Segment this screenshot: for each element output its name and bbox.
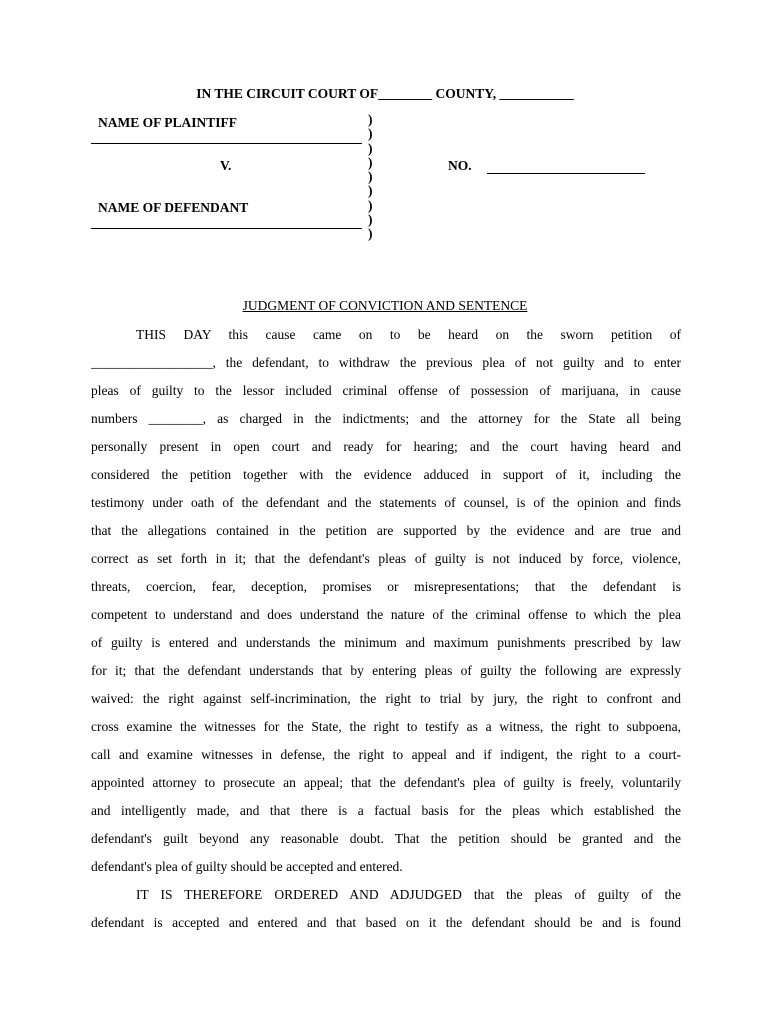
body-line: personally present in open court and ready for hearing; and the court having heard and	[91, 439, 681, 454]
body-line: defendant is accepted and entered and that based on it the defendant should be and is found	[91, 915, 681, 930]
paren: )	[368, 226, 373, 242]
court-heading: IN THE CIRCUIT COURT OF________ COUNTY, ___________	[196, 86, 574, 101]
body-line: THIS DAY this cause came on to be heard on the sworn petition of	[136, 327, 681, 342]
body-line: that the allegations contained in the petition are supported by the evidence and are true and	[91, 523, 681, 538]
body-line: of guilty is entered and understands the minimum and maximum punishments prescribed by law	[91, 635, 681, 650]
paren: )	[368, 197, 373, 213]
body-line: competent to understand and does understand the nature of the criminal offense to which the plea	[91, 607, 681, 622]
body-line: threats, coercion, fear, deception, promises or misrepresentations; that the defendant is	[91, 579, 681, 594]
document-body	[91, 326, 681, 942]
paren: )	[368, 183, 373, 199]
paren: )	[368, 126, 373, 142]
caption-parentheses	[368, 113, 373, 242]
body-line: for it; that the defendant understands that by entering pleas of guilty the following are expressly	[91, 663, 681, 678]
defendant-line	[91, 228, 362, 229]
defendant-label: NAME OF DEFENDANT	[98, 200, 249, 215]
body-line: call and examine witnesses in defense, the right to appeal and if indigent, the right to a court-	[91, 747, 681, 762]
body-line: defendant's guilt beyond any reasonable doubt. That the petition should be granted and the	[91, 831, 681, 846]
document-title	[0, 298, 770, 314]
body-line: correct as set forth in it; that the defendant's pleas of guilty is not induced by force, violence,	[91, 551, 681, 566]
document-title-text: JUDGMENT OF CONVICTION AND SENTENCE	[242, 298, 528, 313]
body-line: considered the petition together with the evidence adduced in support of it, including the	[91, 467, 681, 482]
paren: )	[368, 154, 373, 170]
body-line: cross examine the witnesses for the State, the right to testify as a witness, the right to subpoena,	[91, 719, 681, 734]
versus-label: V.	[220, 158, 232, 173]
body-line: __________________, the defendant, to withdraw the previous plea of not guilty and to enter	[91, 355, 681, 370]
paren: )	[368, 169, 373, 185]
body-line: defendant's plea of guilty should be accepted and entered.	[91, 859, 403, 874]
body-line: appointed attorney to prosecute an appeal; that the defendant's plea of guilty is freely, voluntarily	[91, 775, 681, 790]
body-line: IT IS THEREFORE ORDERED AND ADJUDGED that the pleas of guilty of the	[136, 887, 681, 902]
plaintiff-line	[91, 143, 362, 144]
case-number-line	[487, 173, 645, 174]
body-line: waived: the right against self-incrimination, the right to trial by jury, the right to confront and	[91, 691, 681, 706]
paren: )	[368, 112, 373, 127]
body-line: testimony under oath of the defendant and the statements of counsel, is of the opinion and finds	[91, 495, 681, 510]
plaintiff-label: NAME OF PLAINTIFF	[98, 115, 237, 130]
body-line: pleas of guilty to the lessor included criminal offense of possession of marijuana, in cause	[91, 383, 681, 398]
body-line: and intelligently made, and that there is a factual basis for the pleas which established the	[91, 803, 681, 818]
paren: )	[368, 140, 373, 156]
body-line: numbers ________, as charged in the indictments; and the attorney for the State all being	[91, 411, 681, 426]
paren: )	[368, 212, 373, 228]
case-number-label: NO.	[448, 158, 472, 173]
